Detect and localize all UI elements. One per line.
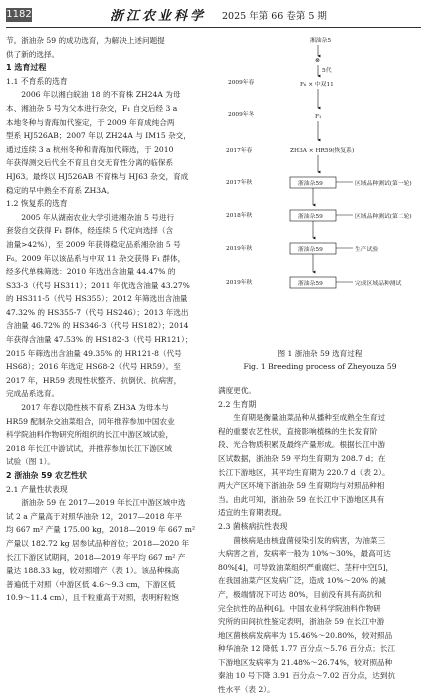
header-rule (6, 27, 421, 28)
body-line: 满度更优。 (218, 386, 256, 395)
subsection-heading: 2.3 菌核病抗性表现 (218, 521, 288, 531)
selfing-symbol: ⊗ (315, 58, 320, 64)
left-column (6, 34, 208, 605)
figure-1 (218, 34, 422, 379)
body-line: 普遍低于对照（中游区低 4.6～9.3 cm，下游区低 (6, 579, 176, 589)
body-line: F₆。2009 年以该品系与中双 11 杂交获得 F₁ 群体， (6, 253, 186, 263)
trial-label: 完成区域品种测试 (355, 281, 402, 287)
body-line: 2006 年以湘白皖油 18 的不育株 ZH24A 为母 (21, 90, 181, 100)
right-column (218, 384, 422, 697)
body-line: 量达 188.33 kg，较对照增产（表 1）。该品种株高 (6, 566, 180, 576)
body-line: 秦油 10 号下降 3.91 百分点～7.02 百分点，达到抗 (218, 671, 396, 681)
section-heading: 2 浙油杂 59 农艺性状 (6, 471, 88, 480)
page-header (0, 0, 427, 30)
body-line: S33-3（代号 HS311）；2011 年优选含油量 43.27% (6, 280, 190, 290)
body-line: 浙油杂 59 在 2017—2019 年长江中游区域中选 (21, 498, 186, 508)
body-line: 菌核病是由核盘菌侵染引发的病害，为油菜三 (233, 535, 386, 545)
body-line: 科学院油料作物研究所组织的长江中游区域试验， (6, 430, 174, 440)
body-line: 套袋自交获得 F₁ 群体，经连续 5 代定向选择（含 (6, 226, 174, 236)
body-line: 供了新的选择。 (6, 49, 60, 59)
body-line: 当。由此可知，浙油杂 59 在长江中下游地区具有 (218, 494, 385, 504)
body-line: 均 667 m² 产量 175.00 kg，2018—2019 年 667 m² (6, 525, 196, 535)
body-line: 80%[4]，可导致油菜组织严重腐烂、茎秆中空[5]， (218, 562, 394, 572)
body-line: 10.9～11.4 cm），且千粒重高于对照，表明籽粒饱 (6, 593, 179, 603)
year-label: 2017年秋 (226, 180, 253, 186)
section-heading: 1 选育过程 (6, 63, 47, 73)
body-line: 长江下游区试期间，2018—2019 年平均 667 m² 产 (6, 552, 186, 562)
year-label: 2018年秋 (226, 213, 253, 219)
variety-box-label: 浙油杂59 (298, 214, 323, 220)
subsection-heading: 1.2 恢复系的选育 (6, 199, 68, 209)
parent-label: 湘油杂5 (310, 38, 332, 44)
cross-row: ZH3A × HR59(恢复系) (290, 148, 355, 154)
body-line: 油量>42%），至 2009 年获得稳定品系湘杂油 5 号 (6, 239, 181, 249)
body-line: 试 2 a 产量高于对照华油杂 12，2017—2018 年平 (6, 511, 183, 521)
subsection-heading: 2.2 生育期 (218, 399, 257, 409)
body-line: 型系 HJ526AB；2007 年以 ZH24A 与 IM15 杂交， (6, 131, 191, 141)
body-line: 长江下游地区，其平均生育期为 220.7 d（表 2）。 (218, 467, 390, 477)
body-line: 下游地区发病率为 21.48%～26.74%，较对照品种 (218, 657, 393, 667)
body-line: 2017 年春以隐性核不育系 ZH3A 为母本与 (21, 403, 169, 413)
year-label: 2019年秋 (226, 280, 253, 286)
body-line: 本地冬种与青海加代鉴定，于 2009 年育成纯合两 (6, 117, 175, 127)
body-line: 节。浙油杂 59 的成功选育，为解决上述问题提 (6, 36, 165, 45)
body-line: 通过连续 3 a 杭州冬种和青海加代筛选，于 2010 (6, 144, 174, 154)
year-label: 2009年春 (228, 80, 255, 86)
body-line: 2018 年长江中游试试，并推荐参加长江下游区域 (6, 443, 173, 453)
body-line: 试验（图 1）。 (6, 457, 56, 467)
body-line: 2005 年从湖南农业大学引进湘杂油 5 号进行 (21, 212, 175, 222)
body-line: 在我国油菜产区发病广泛，造成 10%～20% 的减 (218, 576, 386, 586)
body-line: 两大产区环境下浙油杂 59 生育期均与对照品种相 (218, 481, 385, 491)
body-line: 47.32% 的 HS355-7（代号 HS246）；2013 年选出 (6, 307, 189, 317)
year-label: 2009年冬 (228, 112, 255, 118)
body-line: 区试数据，浙油杂 59 平均生育期为 208.7 d；在 (218, 453, 386, 463)
body-line: 适宜的生育期表现。 (218, 508, 287, 518)
body-line: 产，极端情况下可达 80%，目前没有具有高抗和 (218, 589, 382, 599)
body-line: HJ63。最终以 HJ526AB 不育株与 HJ63 杂交，育成 (6, 171, 189, 181)
subsection-heading: 2.1 产量性状表现 (6, 484, 68, 494)
body-line: 年获得测交后代全不育且自交无育性分离的临保系 (6, 158, 174, 168)
body-line: HR59 配制杂交油菜组合，同年推荐参加中国农业 (6, 416, 175, 426)
body-line: 究所的田间抗性鉴定表明，浙油杂 59 在长江中游 (218, 617, 385, 627)
body-line: 含油量 46.72% 的 HS346-3（代号 HS182）；2014 (6, 321, 189, 331)
body-line: 年获得含油量 47.53% 的 HS182-3（代号 HR121）； (6, 335, 193, 345)
f1-label: F₁ (315, 114, 322, 120)
body-line: HS68）；2016 年选定 HS68-2（代号 HR59）。至 (6, 362, 181, 372)
page-number: 1182 (6, 9, 32, 20)
figure-caption-cn: 图 1 浙油杂 59 选育过程 (277, 349, 363, 358)
variety-box-label: 浙油杂59 (298, 247, 323, 253)
body-line: 生育期是衡量油菜品种从播种至成熟全生育过 (233, 413, 386, 423)
body-line: 性水平（表 2）。 (218, 685, 275, 695)
year-label: 2019年秋 (226, 246, 253, 252)
body-line: 段、光合物质积累及最终产量形成。根据长江中游 (218, 440, 386, 450)
body-line: 2017 年，HR59 表现性状整齐、抗倒伏、抗病害， (6, 375, 182, 385)
variety-box-label: 浙油杂59 (298, 181, 323, 187)
journal-title: 浙江农业科学 (110, 9, 207, 24)
body-line: 地区菌核病发病率为 15.46%～20.80%，较对照品 (218, 630, 393, 640)
body-line: 经多代单株筛选：2010 年选出含油量 44.47% 的 (6, 267, 176, 277)
issue-info: 2025 年第 66 卷第 5 期 (222, 11, 327, 22)
subsection-heading: 1.1 不育系的选育 (6, 76, 68, 86)
body-line: 大病害之首，发病率一般为 10%～30%，最高可达 (218, 549, 391, 559)
figure-caption-en: Fig. 1 Breeding process of Zheyouza 59 (243, 362, 397, 371)
generation-label: 5代 (322, 68, 332, 74)
body-line: 程的重要农艺性状，直接影响植株的生长发育阶 (218, 426, 378, 436)
variety-box-label: 浙油杂59 (298, 281, 323, 287)
body-line: 产量以 182.72 kg 居参试品种首位；2018—2020 年 (6, 538, 190, 548)
trial-label: 区域品种测试(第二轮) (355, 214, 412, 220)
f6-cross: F₆ × 中双11 (300, 82, 334, 88)
breeding-flowchart (218, 34, 422, 344)
body-line: 的 HS311-5（代号 HS355）；2012 年筛选出含油量 (6, 294, 188, 304)
body-line: 完全抗性的品种[6]。中国农业科学院油料作物研 (218, 603, 381, 613)
body-line: 种华油杂 12 降低 1.77 百分点～5.76 百分点；长江 (218, 644, 396, 654)
trial-label: 区域品种测试(第一轮) (355, 181, 412, 187)
trial-label: 生产试验 (355, 247, 379, 253)
body-line: 本、湘油杂 5 号为父本进行杂交，F₁ 自交后经 3 a (6, 103, 178, 113)
body-line: 稳定的早中熟全不育系 ZH3A。 (6, 185, 115, 195)
body-line: 2015 年筛选出含油量 49.35% 的 HR121-8（代号 (6, 348, 182, 358)
year-label: 2017年春 (226, 148, 253, 154)
body-line: 完成品系选育。 (6, 389, 60, 399)
